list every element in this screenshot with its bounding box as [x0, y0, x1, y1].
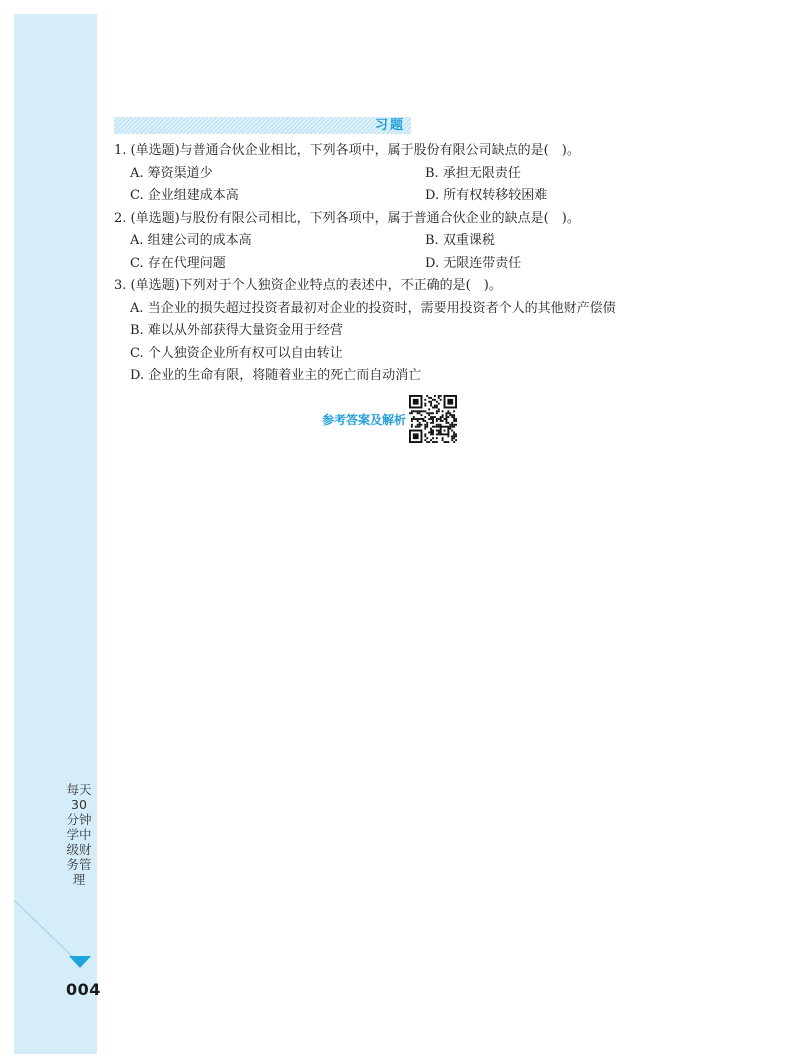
question-list [114, 140, 674, 388]
section-title: 习题 [374, 118, 405, 133]
option: D. 企业的生命有限，将随着业主的死亡而自动消亡 [130, 368, 422, 383]
option: B. 双重课税 [425, 233, 495, 248]
answer-link[interactable] [322, 395, 457, 443]
option: D. 所有权转移较困难 [425, 188, 548, 203]
section-header-bar [114, 117, 411, 134]
triangle-down-icon [69, 956, 91, 968]
option: D. 无限连带责任 [425, 255, 522, 271]
sidebar-band [14, 14, 97, 1054]
book-title-vertical: 每天30分钟学中级财务管理 [66, 782, 92, 887]
option: A. 组建公司的成本高 [130, 233, 252, 248]
option: C. 存在代理问题 [130, 255, 226, 271]
answer-label: 参考答案及解析 [322, 412, 407, 427]
option: A. 筹资渠道少 [130, 165, 213, 181]
sidebar-diagonal-decoration [14, 900, 97, 980]
option: C. 企业组建成本高 [130, 188, 239, 203]
question-stem: 3. (单选题)下列对于个人独资企业特点的表述中，不正确的是( )。 [114, 278, 502, 293]
option: A. 当企业的损失超过投资者最初对企业的投资时，需要用投资者个人的其他财产偿债 [130, 300, 616, 316]
page-number: 004 [66, 980, 101, 999]
option-row [114, 253, 674, 276]
qr-code-icon[interactable] [409, 395, 457, 443]
question-stem: 2. (单选题)与股份有限公司相比，下列各项中，属于普通合伙企业的缺点是( )。 [114, 210, 580, 226]
question-stem: 1. (单选题)与普通合伙企业相比，下列各项中，属于股份有限公司缺点的是( )。 [114, 143, 580, 158]
option-row [114, 230, 674, 253]
option-row [114, 163, 674, 186]
option-row [114, 185, 674, 208]
option: B. 承担无限责任 [425, 165, 521, 181]
option: B. 难以从外部获得大量资金用于经营 [130, 323, 343, 338]
option: C. 个人独资企业所有权可以自由转让 [130, 345, 343, 361]
